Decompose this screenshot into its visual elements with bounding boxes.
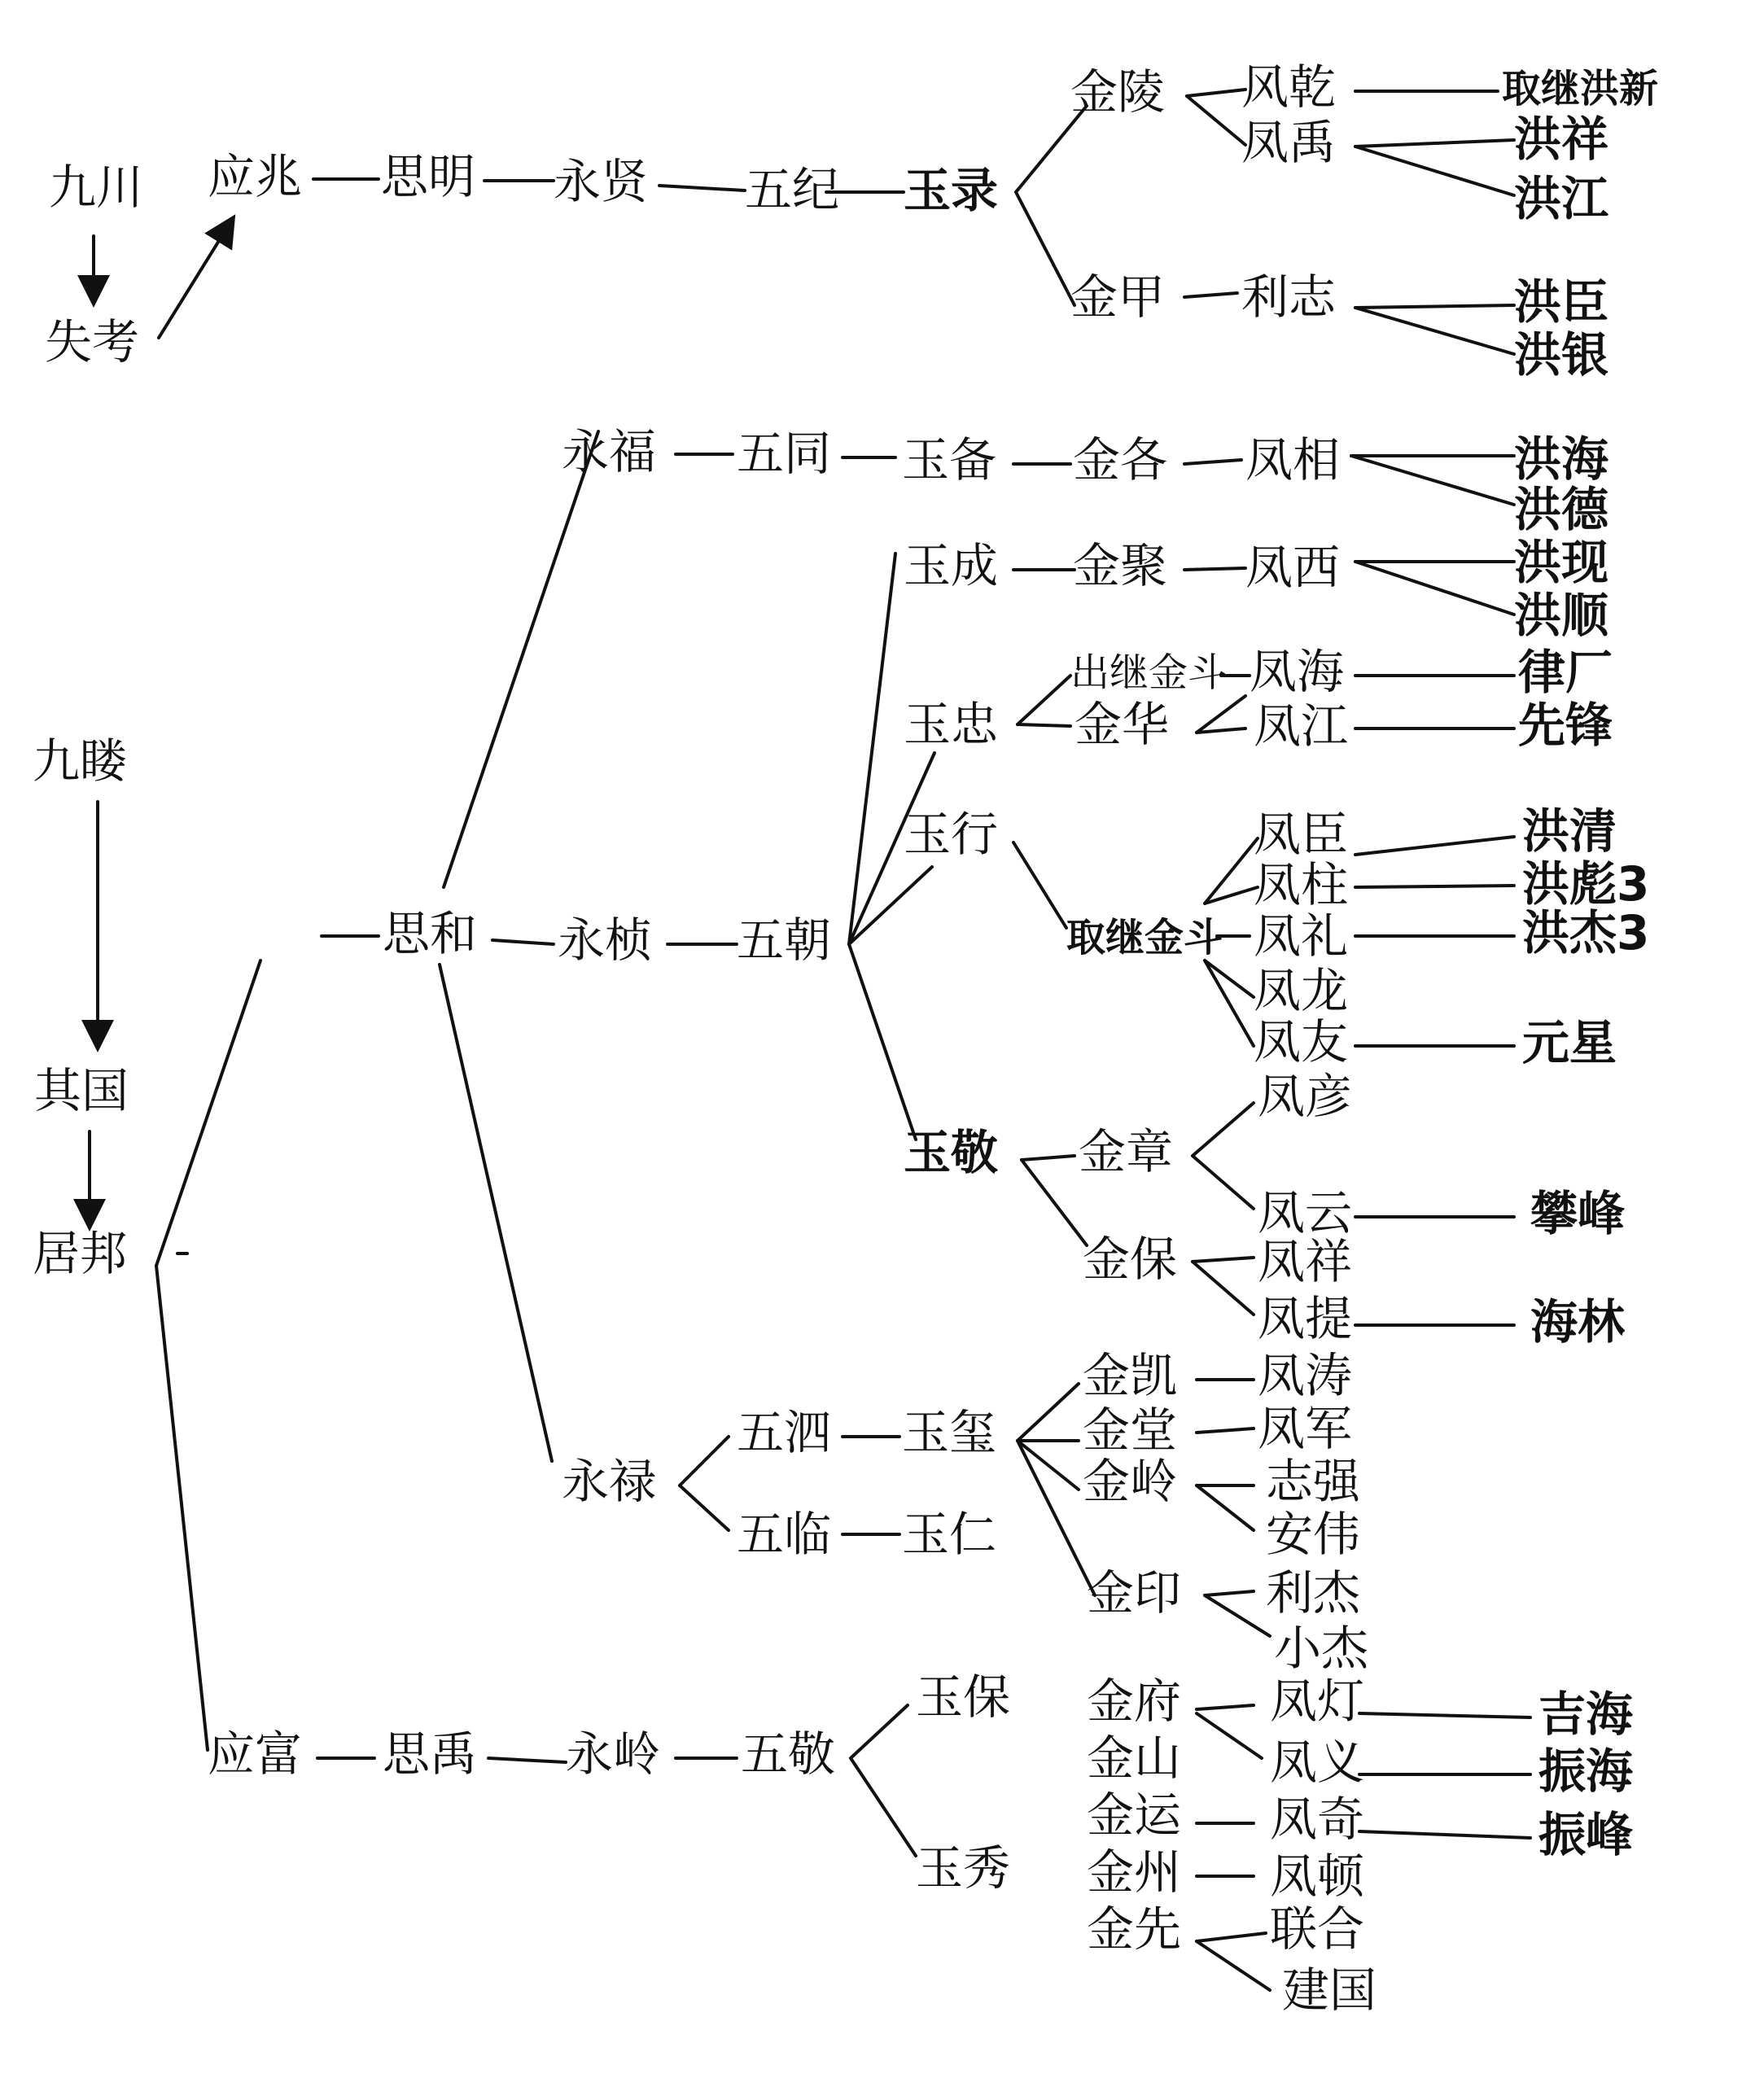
node-jinyun: 金运 <box>1087 1787 1182 1844</box>
node-yuxiu: 玉秀 <box>916 1840 1011 1897</box>
node-yongzhen: 永桢 <box>558 912 653 969</box>
node-hongchen: 洪臣 <box>1514 274 1609 330</box>
node-yuzhong: 玉忠 <box>904 697 999 753</box>
node-wutong: 五同 <box>737 426 832 482</box>
line-yuzhong-chuji <box>1018 676 1070 724</box>
line-wuchao-yuxing <box>849 867 932 944</box>
node-jinling1: 金陵 <box>1070 64 1166 120</box>
node-fengqian: 风乾 <box>1241 59 1337 116</box>
node-fenghai: 凤海 <box>1250 644 1345 700</box>
node-labels <box>33 59 1658 2018</box>
line-jinbao-fengxiang2 <box>1193 1258 1254 1262</box>
node-panfeng: 攀峰 <box>1530 1186 1626 1242</box>
line-jubang-yinghua <box>156 960 260 1266</box>
node-hongde: 洪德 <box>1514 482 1609 538</box>
node-jiuzhou: 九䁖 <box>33 733 128 790</box>
node-yongling: 永岭 <box>566 1726 661 1783</box>
line-fengyu-hongxiang <box>1355 140 1514 147</box>
line-lizhi-hongyin <box>1355 308 1514 354</box>
node-jiuchuan: 九川 <box>49 160 144 216</box>
node-yulu: 玉录 <box>904 163 999 219</box>
node-wusi: 五泗 <box>737 1405 832 1461</box>
line-jinhua-fengjiang <box>1197 728 1245 733</box>
line-wuchao-yucheng <box>849 553 895 944</box>
node-qiguo: 其国 <box>34 1063 129 1119</box>
node-fengxiang2: 凤祥 <box>1258 1234 1353 1290</box>
node-jihai: 吉海 <box>1538 1687 1634 1743</box>
node-lvchang: 律厂 <box>1518 645 1613 701</box>
node-jinjia: 金甲 <box>1070 269 1166 326</box>
line-jinju-fengxi <box>1184 568 1245 570</box>
node-jubang: 居邦 <box>33 1226 128 1282</box>
line-yujing-jinzhang <box>1022 1156 1075 1160</box>
node-siming: 思明 <box>381 149 476 205</box>
node-yingfu: 应富 <box>208 1726 303 1783</box>
line-sihe-yongzhen <box>492 940 554 944</box>
line-fengzhu-hongbiao <box>1355 886 1514 887</box>
line-jinling-anwei <box>1197 1485 1254 1530</box>
node-wuji: 五纪 <box>745 162 840 218</box>
line-jintang-fengjun <box>1197 1428 1254 1433</box>
node-jinling2: 金岭 <box>1083 1454 1178 1510</box>
node-hongjie: 洪杰3 <box>1522 905 1650 961</box>
line-jinzhang-fengyan <box>1193 1103 1254 1156</box>
node-fengchen: 凤臣 <box>1254 807 1349 863</box>
node-jintang: 金堂 <box>1083 1402 1178 1459</box>
node-zhenhai: 振海 <box>1538 1743 1634 1800</box>
arrow-shikao-yingzhao <box>159 220 232 338</box>
node-fengxi: 凤西 <box>1245 540 1341 596</box>
node-hongxiang1: 洪祥 <box>1514 112 1609 168</box>
node-xiaojie: 小杰 <box>1274 1621 1369 1677</box>
line-yuxing-quji <box>1013 842 1066 928</box>
node-hongxian: 洪现 <box>1514 535 1609 591</box>
line-lizhi-hongchen <box>1355 305 1514 308</box>
line-sihe-yonglu <box>440 965 552 1461</box>
node-fengjun: 凤军 <box>1258 1401 1353 1457</box>
line-jinyin-lijie <box>1205 1591 1254 1595</box>
line-yongxian-wuji <box>659 186 745 190</box>
line-quji-fengyou <box>1205 960 1254 1046</box>
node-jinkai: 金凯 <box>1083 1348 1178 1404</box>
node-yubei: 玉备 <box>902 432 997 488</box>
node-jinhua: 金华 <box>1075 697 1170 753</box>
node-jianguo: 建国 <box>1282 1962 1377 2019</box>
line-fengxiang-hongde <box>1351 456 1514 505</box>
line-jinhua-fenghai <box>1197 696 1245 733</box>
node-yuxi: 玉玺 <box>902 1405 997 1461</box>
node-hailin: 海林 <box>1530 1294 1626 1350</box>
node-yujing: 玉敬 <box>904 1125 999 1181</box>
line-jinfu-fengdeng <box>1197 1705 1254 1709</box>
line-quji-fenglong <box>1205 960 1254 997</box>
line-jinjia-lizhi <box>1184 293 1237 297</box>
node-fengyun: 凤云 <box>1258 1185 1353 1241</box>
node-fengjiang: 凤江 <box>1254 698 1349 755</box>
node-fengli: 凤礼 <box>1254 908 1349 965</box>
node-quji-hongxin: 取继洪新 <box>1502 66 1659 112</box>
node-yongxian: 永贤 <box>554 154 649 210</box>
node-fengdeng: 凤灯 <box>1270 1673 1365 1730</box>
node-fengyou: 凤友 <box>1254 1014 1349 1070</box>
line-jinxian-jianguo <box>1197 1941 1270 1990</box>
node-hongjiang1: 洪江 <box>1514 171 1609 227</box>
node-fengti: 凤提 <box>1258 1291 1353 1347</box>
line-fengqi-zhenfeng <box>1359 1831 1530 1838</box>
line-yujing-jinbao <box>1022 1160 1087 1245</box>
node-yonglu: 永禄 <box>562 1454 657 1510</box>
line-jinfu-fengyi <box>1197 1713 1262 1758</box>
node-jinzhang: 金章 <box>1079 1124 1174 1180</box>
node-fengyu: 凤禹 <box>1241 115 1337 171</box>
line-yuxi-jinling <box>1018 1441 1079 1490</box>
node-jinshan: 金山 <box>1087 1730 1182 1787</box>
node-zhiqiang: 志强 <box>1266 1454 1361 1510</box>
line-fengxi-hongshun <box>1355 562 1514 615</box>
node-wulin: 五临 <box>737 1507 832 1563</box>
node-hongbiao: 洪彪3 <box>1522 856 1650 912</box>
line-jinling-fengqian <box>1187 90 1245 96</box>
node-jinbao: 金保 <box>1083 1232 1178 1288</box>
node-fenglong: 凤龙 <box>1254 963 1349 1019</box>
node-yuren: 玉仁 <box>902 1507 997 1563</box>
node-fengxiang: 凤相 <box>1245 432 1341 488</box>
line-sihe-yongfu <box>444 431 598 887</box>
node-yucheng: 玉成 <box>904 538 999 594</box>
node-honghai: 洪海 <box>1514 431 1609 488</box>
line-wuchao-yujing <box>849 944 916 1140</box>
node-yubao: 玉保 <box>916 1669 1011 1726</box>
line-yonglu-wusi <box>680 1437 729 1485</box>
node-yuxing: 玉行 <box>904 807 999 863</box>
node-jinzhou: 金州 <box>1087 1844 1182 1901</box>
node-lianhe: 联合 <box>1270 1901 1365 1958</box>
node-jinfu: 金府 <box>1087 1673 1182 1730</box>
node-hongyin: 洪银 <box>1514 327 1609 383</box>
line-wujing-yuxiu <box>851 1758 916 1856</box>
line-yulu-jinjia <box>1016 192 1075 305</box>
line-siyu-yongling <box>488 1758 566 1762</box>
node-wuchao: 五朝 <box>737 912 832 969</box>
line-jinming-fengxiang <box>1184 460 1241 464</box>
node-wujing: 五敬 <box>741 1726 836 1783</box>
line-jinbao-fengti <box>1193 1262 1254 1315</box>
node-fengqi: 凤奇 <box>1270 1792 1365 1848</box>
node-lizhi: 利志 <box>1241 269 1337 326</box>
node-zhenfeng: 振峰 <box>1538 1807 1634 1863</box>
node-jinju: 金聚 <box>1073 538 1168 594</box>
node-siyu: 思禹 <box>383 1726 478 1783</box>
line-yuxi-jinkai <box>1018 1384 1079 1441</box>
node-yuanxing: 元星 <box>1522 1015 1617 1071</box>
node-shikao: 失考 <box>45 314 140 370</box>
line-fengdeng-jihai <box>1359 1713 1530 1717</box>
line-jinzhang-fengyun <box>1193 1156 1254 1209</box>
node-yingzhao: 应兆 <box>208 149 303 205</box>
line-fengyu-hongjiang <box>1355 147 1514 195</box>
line-yuzhong-jinhua <box>1018 724 1070 726</box>
node-fengyi: 凤义 <box>1270 1735 1365 1791</box>
node-jinming: 金各 <box>1073 432 1168 488</box>
line-fengchen-hongqing <box>1355 837 1514 855</box>
node-jinxian: 金先 <box>1087 1901 1182 1958</box>
node-chuji-jindou: 出继金斗 <box>1070 650 1228 696</box>
node-fengtao: 凤涛 <box>1258 1348 1353 1404</box>
line-jinyin-xiaojie <box>1205 1595 1270 1636</box>
node-yongfu: 永福 <box>562 424 657 480</box>
node-anwei: 安伟 <box>1266 1507 1361 1563</box>
line-yonglu-wulin <box>680 1485 729 1530</box>
node-sihe: 思和 <box>383 906 478 962</box>
node-quji-jindou: 取继金斗 <box>1066 915 1223 960</box>
node-fengyan: 凤彦 <box>1258 1069 1353 1125</box>
node-hongqing: 洪清 <box>1522 803 1617 860</box>
node-fengdun: 凤顿 <box>1270 1848 1365 1905</box>
line-jinxian-lianhe <box>1197 1933 1266 1941</box>
line-jubang-yingfu <box>156 1266 208 1750</box>
node-fengzhu: 凤柱 <box>1254 857 1349 913</box>
node-jinyin: 金印 <box>1087 1565 1182 1621</box>
line-jinling-fengyu <box>1187 96 1245 145</box>
node-lijie: 利杰 <box>1266 1565 1361 1621</box>
line-wujing-yubao <box>851 1705 908 1758</box>
node-hongshun: 洪顺 <box>1514 588 1609 644</box>
node-xianfeng: 先锋 <box>1518 698 1613 754</box>
